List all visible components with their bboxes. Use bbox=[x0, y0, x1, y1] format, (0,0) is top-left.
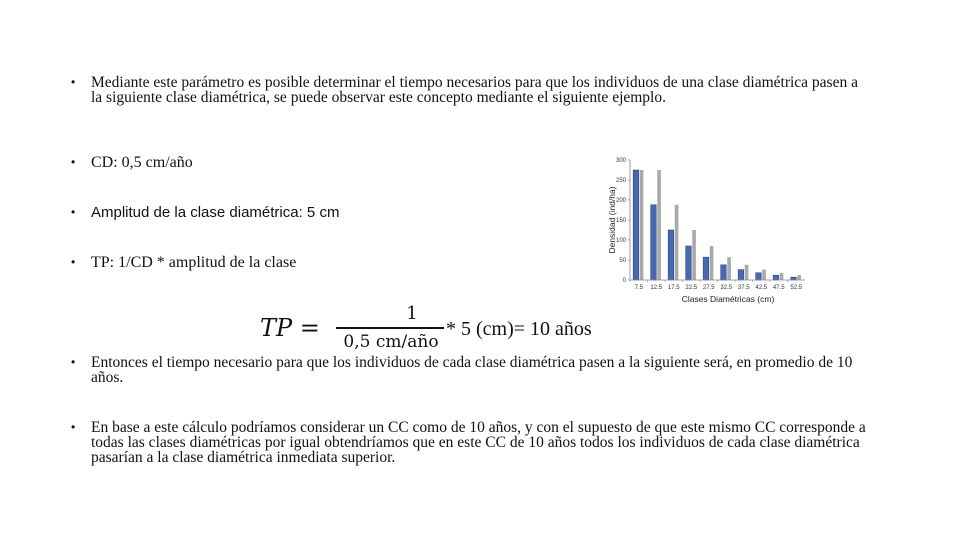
x-tick-labels bbox=[630, 280, 803, 291]
formula-rhs: * 5 (cm)= 10 años bbox=[446, 318, 592, 340]
chart-bars bbox=[633, 170, 801, 280]
x-tick-label: 12.5 bbox=[650, 285, 663, 291]
bar-serie-1 bbox=[756, 273, 762, 280]
x-tick-label: 47.5 bbox=[772, 285, 785, 291]
bar-serie-2 bbox=[710, 246, 714, 280]
bullet-symbol: • bbox=[71, 255, 76, 269]
bar-serie-1 bbox=[686, 246, 692, 280]
bar-serie-1 bbox=[703, 257, 709, 280]
bullet-cd bbox=[71, 155, 471, 170]
bullet-symbol: • bbox=[71, 75, 76, 89]
bar-serie-1 bbox=[651, 205, 657, 280]
formula-numerator: 1 bbox=[406, 303, 418, 324]
bar-serie-1 bbox=[773, 275, 779, 280]
bar-serie-1 bbox=[721, 265, 727, 280]
bar-serie-1 bbox=[668, 230, 674, 280]
bar-serie-2 bbox=[657, 170, 661, 280]
bar-serie-1 bbox=[633, 170, 639, 280]
bar-serie-2 bbox=[640, 170, 644, 280]
tp-formula bbox=[260, 300, 640, 360]
x-tick-label: 32.5 bbox=[720, 285, 733, 291]
bullet-conclusion bbox=[71, 355, 871, 385]
x-tick-label: 37.5 bbox=[737, 285, 750, 291]
y-tick-label: 300 bbox=[615, 158, 626, 164]
y-tick-label: 200 bbox=[615, 198, 626, 204]
x-tick-label: 22.5 bbox=[685, 285, 698, 291]
bullet-cc-text: En base a este cálculo podríamos considerar un CC como de 10 años, y con el supuesto de que este mismo CC corresponde a todas las clases diamétricas por igual obtendríamos que en este CC de 10 años todos los individuos de cada clase diamétrica pasarían a la clase diamétrica inmediata superior. bbox=[91, 419, 866, 466]
y-tick-labels bbox=[616, 158, 630, 284]
bullet-amplitude-text: Amplitud de la clase diamétrica: 5 cm bbox=[91, 204, 340, 221]
x-tick-label: 17.5 bbox=[667, 285, 680, 291]
x-tick-label: 7.5 bbox=[634, 285, 643, 291]
bullet-intro-text: Mediante este parámetro es posible determinar el tiempo necesarios para que los individuos de una clase diamétrica pasen a la siguiente clase diamétrica, se puede observar este concepto mediante el siguiente ejemplo. bbox=[91, 74, 858, 106]
bullet-symbol: • bbox=[71, 155, 76, 169]
x-tick-label: 27.5 bbox=[702, 285, 715, 291]
bullet-amplitude bbox=[71, 205, 471, 220]
bar-serie-2 bbox=[675, 205, 679, 280]
bullet-symbol: • bbox=[71, 355, 76, 369]
diameter-class-chart bbox=[600, 150, 815, 310]
y-tick-label: 250 bbox=[615, 178, 626, 184]
bar-serie-1 bbox=[738, 270, 744, 280]
formula-lhs: TP = bbox=[260, 314, 320, 342]
y-tick-label: 150 bbox=[615, 218, 626, 224]
formula-denominator: 0,5 cm/año bbox=[343, 332, 439, 352]
bullet-symbol: • bbox=[71, 420, 76, 434]
x-tick-label: 42.5 bbox=[755, 285, 768, 291]
y-tick-label: 0 bbox=[622, 278, 626, 284]
bar-serie-2 bbox=[780, 273, 784, 280]
bar-serie-2 bbox=[745, 265, 749, 280]
bullet-symbol: • bbox=[71, 205, 76, 219]
bar-serie-2 bbox=[762, 270, 766, 280]
y-tick-label: 100 bbox=[615, 238, 626, 244]
x-tick-label: 52.5 bbox=[790, 285, 803, 291]
bullet-cd-text: CD: 0,5 cm/año bbox=[91, 154, 193, 171]
bullet-intro bbox=[71, 75, 861, 105]
bullet-cc bbox=[71, 420, 891, 465]
bar-serie-2 bbox=[797, 275, 801, 280]
bar-serie-2 bbox=[692, 230, 696, 280]
x-axis-title: Clases Diamétricas (cm) bbox=[681, 294, 775, 304]
bar-serie-2 bbox=[727, 257, 731, 280]
bullet-tp bbox=[71, 255, 471, 270]
bar-serie-1 bbox=[791, 277, 797, 280]
bullet-tp-text: TP: 1/CD * amplitud de la clase bbox=[91, 254, 297, 271]
formula-fraction-bar bbox=[336, 327, 444, 329]
bullet-conclusion-text: Entonces el tiempo necesario para que los individuos de cada clase diamétrica pasen a la siguiente será, en promedio de 10 años. bbox=[91, 354, 853, 386]
y-tick-label: 50 bbox=[619, 258, 626, 264]
y-axis-title: Densidad (ind/ha) bbox=[607, 186, 617, 254]
